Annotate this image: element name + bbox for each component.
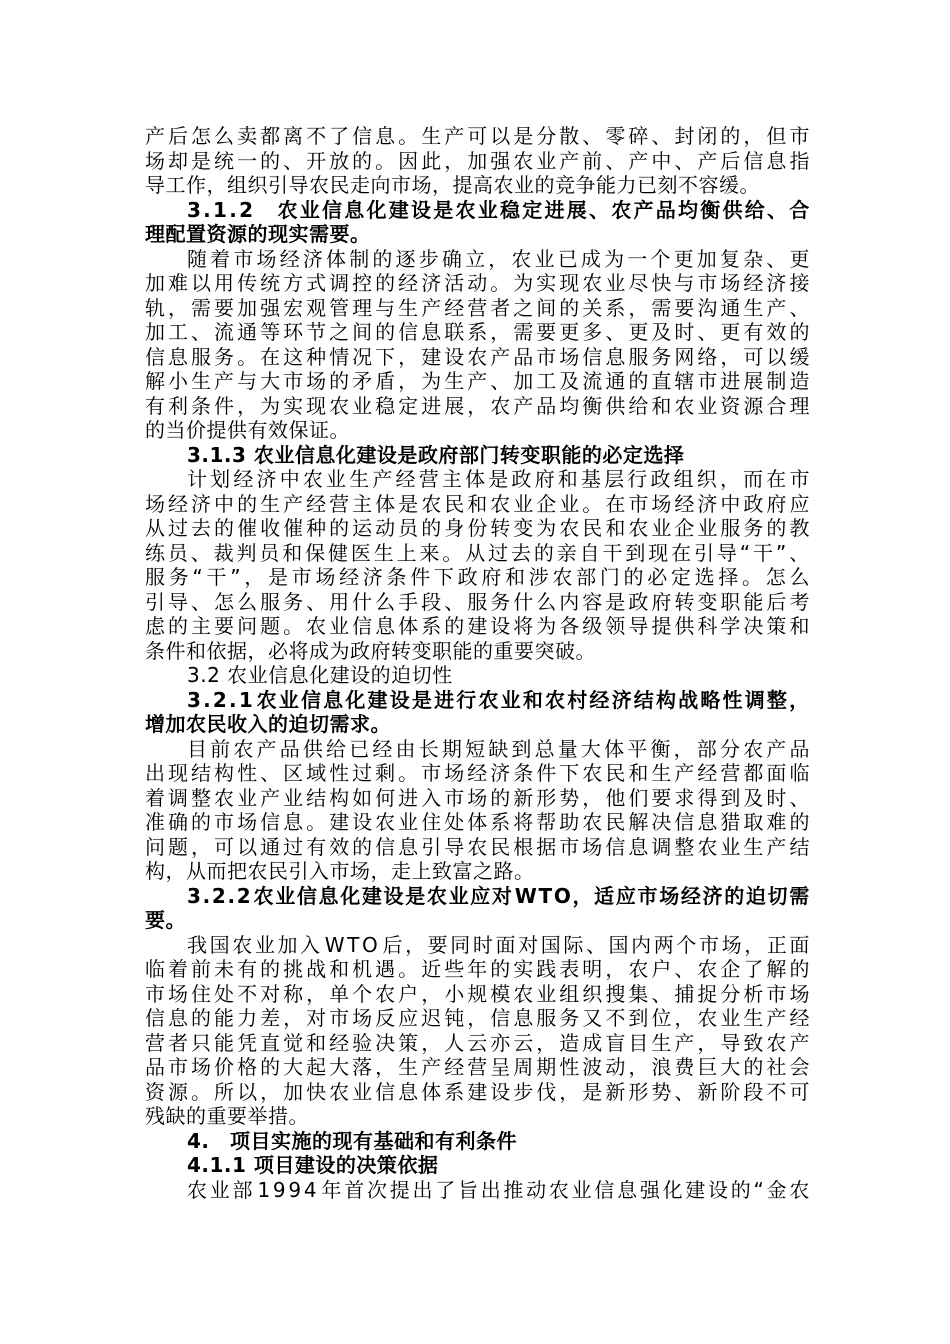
body-text-line: 营 者 只 能 凭 直 觉 和 经 验 决 策 ， 人 云 亦 云 ， 造 成 盲 目 生 产 ， 导 致 农 产 [145,1030,810,1055]
line-text: 的当价提供有效保证。 [145,418,350,442]
line-text: 增加农民收入的迫切需求。 [145,712,391,736]
body-text-line: 准 确 的 市 场 信 息 。 建 设 农 业 住 处 体 系 将 帮 助 农 民 解 决 信 息 猎 取 难 的 [145,810,810,834]
body-text-line: 有 利 条 件 ， 为 实 现 农 业 稳 定 进 展 ， 农 产 品 均 衡 供 给 和 农 业 资 源 合 理 [145,393,810,418]
line-text: 4. 项目实施的现有基础和有利条件 [187,1128,518,1153]
body-text-line: 轨 ， 需 要 加 强 宏 观 管 理 与 生 产 经 营 者 之 间 的 关 系 ， 需 要 沟 通 生 产 、 [145,295,810,320]
line-text: 构，从而把农民引入市场，走上致富之路。 [145,859,535,883]
body-text-line [145,639,810,664]
body-text-line: 随 着 市 场 经 济 体 制 的 逐 步 确 立 ， 农 业 已 成 为 一 个 更 加 复 杂 、 更 [187,246,810,271]
line-text: 理配置资源的现实需要。 [145,222,371,246]
body-text-line [145,418,810,443]
body-text-line: 加 难 以 用 传 统 方 式 调 控 的 经 济 活 动 。 为 实 现 农 业 尽 快 与 市 场 经 济 接 [145,271,810,295]
body-text-line: 产 后 怎 么 卖 都 离 不 了 信 息 。 生 产 可 以 是 分 散 、 零 碎 、 封 闭 的 ， 但 市 [145,124,810,148]
heading-line [145,222,810,247]
body-text-line: 从 过 去 的 催 收 催 种 的 运 动 员 的 身 份 转 变 为 农 民 和 农 业 企 业 服 务 的 教 [145,516,810,540]
line-text: 残缺的重要举措。 [145,1104,309,1128]
heading-line: 3 . 1 . 2 农 业 信 息 化 建 设 是 农 业 稳 定 进 展 、 农 产 品 均 衡 供 给 、 合 [187,197,810,222]
heading-line [145,712,810,737]
body-text-line: 信 息 的 能 力 差 ， 对 市 场 反 应 迟 钝 ， 信 息 服 务 又 不 到 位 ， 农 业 生 产 经 [145,1006,810,1030]
body-text-line: 计 划 经 济 中 农 业 生 产 经 营 主 体 是 政 府 和 基 层 行 政 组 织 ， 而 在 市 [187,467,810,491]
body-text-line: 临 着 前 未 有 的 挑 战 和 机 遇 。 近 些 年 的 实 践 表 明 ， 农 户 、 农 企 了 解 的 [145,957,810,981]
body-text-line: 练 员 、 裁 判 员 和 保 健 医 生 上 来 。 从 过 去 的 亲 自 干 到 现 在 引 导 “ 干 ” 、 [145,540,810,565]
line-text: 3.1.3 农业信息化建设是政府部门转变职能的必定选择 [187,442,685,467]
body-text-line: 加 工 、 流 通 等 环 节 之 间 的 信 息 联 系 ， 需 要 更 多 、 更 及 时 、 更 有 效 的 [145,320,810,344]
body-text-line: 品 市 场 价 格 的 大 起 大 落 ， 生 产 经 营 呈 周 期 性 波 动 ， 浪 费 巨 大 的 社 会 [145,1055,810,1079]
heading-line [145,908,810,933]
body-text-line: 着 调 整 农 业 产 业 结 构 如 何 进 入 市 场 的 新 形 势 ， 他 们 要 求 得 到 及 时 、 [145,785,810,810]
body-text-line [145,859,810,884]
heading-line: 3 . 2 . 2 农 业 信 息 化 建 设 是 农 业 应 对 W T O ， 适 应 市 场 经 济 的 迫 切 需 [187,883,810,908]
line-text: 条件和依据，必将成为政府转变职能的重要突破。 [145,638,596,663]
body-text-line: 引 导 、 怎 么 服 务 、 用 什 么 手 段 、 服 务 什 么 内 容 是 政 府 转 变 职 能 后 考 [145,589,810,614]
heading-line [145,443,810,468]
body-text-line: 问 题 ， 可 以 通 过 有 效 的 信 息 引 导 农 民 根 据 市 场 信 息 调 整 农 业 生 产 结 [145,834,810,859]
line-text: 导工作，组织引导农民走向市场，提高农业的竞争能力已刻不容缓。 [145,173,760,197]
line-text: 要。 [145,908,186,932]
line-text: 4.1.1 项目建设的决策依据 [187,1153,439,1177]
body-text-line: 目 前 农 产 品 供 给 已 经 由 长 期 短 缺 到 总 量 大 体 平 衡 ， 部 分 农 产 品 [187,736,810,761]
body-text-line: 解 小 生 产 与 大 市 场 的 矛 盾 ， 为 生 产 、 加 工 及 流 通 的 直 辖 市 进 展 制 造 [145,369,810,393]
line-text: 3.2 农业信息化建设的迫切性 [187,663,453,687]
body-text-line: 农 业 部 1 9 9 4 年 首 次 提 出 了 旨 出 推 动 农 业 信 息 强 化 建 设 的 “ 金 农 [187,1177,810,1202]
body-text-line [145,173,810,198]
body-text-line: 资 源 。 所 以 ， 加 快 农 业 信 息 体 系 建 设 步 伐 ， 是 新 形 势 、 新 阶 段 不 可 [145,1079,810,1104]
body-text-line: 信 息 服 务 。 在 这 种 情 况 下 ， 建 设 农 产 品 市 场 信 息 服 务 网 络 ， 可 以 缓 [145,344,810,369]
heading-line [145,1129,810,1154]
heading-line: 3 . 2 . 1 农 业 信 息 化 建 设 是 进 行 农 业 和 农 村 经 济 结 构 战 略 性 调 整 ， [187,687,810,712]
body-text-line: 出 现 结 构 性 、 区 域 性 过 剩 。 市 场 经 济 条 件 下 农 民 和 生 产 经 营 都 面 临 [145,761,810,785]
heading-line [145,1153,810,1178]
body-text-line [145,1104,810,1129]
body-text-line: 服 务 “ 干 ” ， 是 市 场 经 济 条 件 下 政 府 和 涉 农 部 门 的 必 定 选 择 。 怎 么 [145,565,810,589]
body-text-line: 场 却 是 统 一 的 、 开 放 的 。 因 此 ， 加 强 农 业 产 前 、 产 中 、 产 后 信 息 指 [145,148,810,173]
body-text-line: 虑 的 主 要 问 题 。 农 业 信 息 体 系 的 建 设 将 为 各 级 领 导 提 供 科 学 决 策 和 [145,614,810,638]
body-text-line: 市 场 住 处 不 对 称 ， 单 个 农 户 ， 小 规 模 农 业 组 织 搜 集 、 捕 捉 分 析 市 场 [145,981,810,1006]
document-page [145,124,810,1202]
body-text-line: 我 国 农 业 加 入 W T O 后 ， 要 同 时 面 对 国 际 、 国 内 两 个 市 场 ， 正 面 [187,932,810,957]
body-text-line: 场 经 济 中 的 生 产 经 营 主 体 是 农 民 和 农 业 企 业 。 在 市 场 经 济 中 政 府 应 [145,491,810,516]
body-text-line [145,663,810,688]
